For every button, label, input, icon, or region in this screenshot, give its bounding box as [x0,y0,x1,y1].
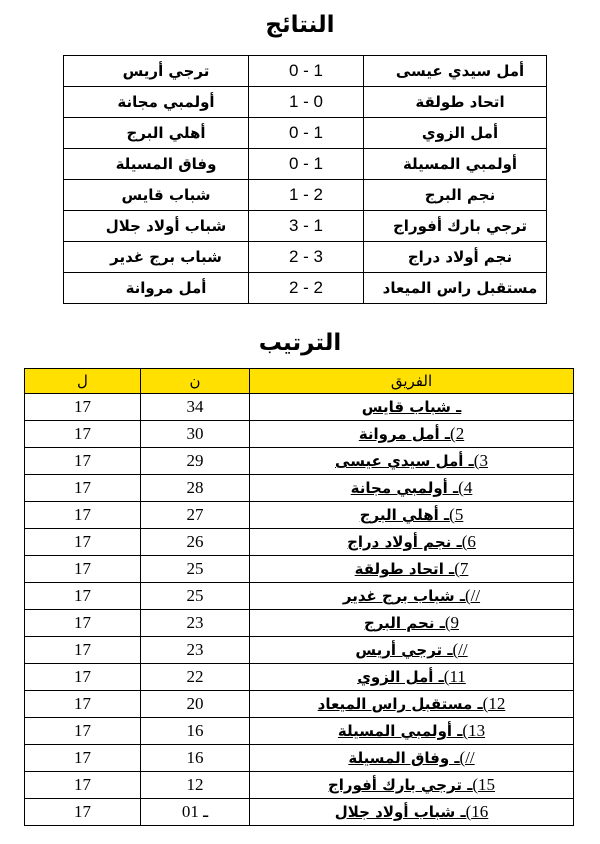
points-cell: 16 [141,718,250,745]
team-name: ـ أمل الزوي [357,668,444,686]
match-score: 3 - 1 [249,211,364,242]
team-cell [250,475,574,502]
played-cell: 17 [25,718,141,745]
team-cell [250,664,574,691]
points-cell: 25 [141,556,250,583]
result-row [64,273,547,304]
team-name: ـ شباب أولاد جلال [334,803,466,821]
team-name: ـ نحم البرج [364,614,445,632]
rank-number: 7) [454,559,469,578]
played-cell: 17 [25,448,141,475]
team-cell [250,610,574,637]
away-team: شباب أولاد جلال [64,211,249,242]
team-name: ـ أهلي البرج [359,506,450,524]
points-cell: 12 [141,772,250,799]
team-name: ـ أمل مروانة [358,425,451,443]
match-score: 0 - 1 [249,56,364,87]
rank-number: 12) [482,694,506,713]
result-row [64,87,547,118]
result-row [64,211,547,242]
home-team: أمل الزوي [364,118,547,149]
played-cell: 17 [25,664,141,691]
rank-number: //) [452,640,468,659]
played-cell: 17 [25,529,141,556]
team-cell [250,502,574,529]
team-cell [250,637,574,664]
standings-row [25,448,574,475]
team-name: ـ اتحاد طولقة [354,560,455,578]
played-cell: 17 [25,637,141,664]
team-cell [250,772,574,799]
results-title: النتائج [265,12,335,38]
match-score: 1 - 0 [249,87,364,118]
rank-number: 11) [443,667,466,686]
standings-row [25,637,574,664]
team-name: ـ أمل سيدي عيسى [335,452,474,470]
played-cell: 17 [25,502,141,529]
standings-row [25,691,574,718]
team-cell [250,448,574,475]
team-name: ـ وفاق المسيلة [348,749,460,767]
results-body [64,56,547,304]
points-cell: 30 [141,421,250,448]
result-row [64,242,547,273]
rank-number: 13) [462,721,486,740]
standings-header-row [25,369,574,394]
standings-row [25,502,574,529]
team-name: ـ ترجي بارك أفوراج [327,776,473,794]
match-score: 1 - 2 [249,180,364,211]
points-cell: 27 [141,502,250,529]
away-team: أولمبي مجانة [64,87,249,118]
home-team: أولمبي المسيلة [364,149,547,180]
team-cell [250,583,574,610]
points-cell: 29 [141,448,250,475]
team-cell [250,799,574,826]
points-cell: 22 [141,664,250,691]
home-team: مستقبل راس الميعاد [364,273,547,304]
header-points: ن [141,369,250,394]
rank-number: 16) [465,802,489,821]
team-cell [250,556,574,583]
rank-number: 3) [473,451,488,470]
points-cell: 16 [141,745,250,772]
standings-row [25,583,574,610]
rank-number: 15) [472,775,496,794]
away-team: شباب برج غدير [64,242,249,273]
away-team: وفاق المسيلة [64,149,249,180]
standings-row [25,556,574,583]
team-name: ـ شباب برج غدير [342,587,465,605]
results-table [63,55,547,304]
points-cell: 26 [141,529,250,556]
away-team: ترجي أريس [64,56,249,87]
home-team: نجم أولاد دراج [364,242,547,273]
played-cell: 17 [25,772,141,799]
away-team: شباب قايس [64,180,249,211]
team-name: ـ شباب قايس [361,398,462,416]
standings-row [25,610,574,637]
standings-row [25,718,574,745]
away-team: أمل مروانة [64,273,249,304]
result-row [64,56,547,87]
header-played: ل [25,369,141,394]
match-score: 0 - 1 [249,118,364,149]
played-cell: 17 [25,475,141,502]
points-cell: 34 [141,394,250,421]
home-team: أمل سيدي عيسى [364,56,547,87]
standings-table [24,368,574,826]
played-cell: 17 [25,556,141,583]
points-cell: 23 [141,610,250,637]
match-score: 2 - 3 [249,242,364,273]
result-row [64,180,547,211]
points-cell: 25 [141,583,250,610]
team-name: ـ أولمبي المسيلة [337,722,463,740]
played-cell: 17 [25,799,141,826]
standings-row [25,421,574,448]
match-score: 0 - 1 [249,149,364,180]
rank-number: 9) [444,613,459,632]
result-row [64,118,547,149]
team-name: ـ مستقبل راس الميعاد [317,695,483,713]
points-cell: 28 [141,475,250,502]
team-cell [250,718,574,745]
standings-row [25,664,574,691]
played-cell: 17 [25,610,141,637]
team-cell [250,421,574,448]
away-team: أهلي البرج [64,118,249,149]
played-cell: 17 [25,691,141,718]
standings-row [25,772,574,799]
played-cell: 17 [25,421,141,448]
standings-row [25,745,574,772]
home-team: ترجي بارك أفوراج [364,211,547,242]
played-cell: 17 [25,745,141,772]
team-cell [250,529,574,556]
played-cell: 17 [25,394,141,421]
home-team: نجم البرج [364,180,547,211]
played-cell: 17 [25,583,141,610]
team-name: ـ نجم أولاد دراج [347,533,462,551]
rank-number: 5) [449,505,464,524]
rank-number: //) [459,748,475,767]
rank-number: //) [464,586,481,605]
rank-number: 4) [458,478,473,497]
match-score: 2 - 2 [249,273,364,304]
team-name: ـ أولمبي مجانة [350,479,459,497]
team-cell [250,394,574,421]
rank-number: 2) [450,424,465,443]
points-cell: 23 [141,637,250,664]
standings-row [25,799,574,826]
team-cell [250,691,574,718]
standings-row [25,394,574,421]
standings-body [25,369,574,826]
result-row [64,149,547,180]
header-team: الفريق [250,369,574,394]
standings-row [25,475,574,502]
standings-title: الترتيب [258,330,342,356]
rank-number: 6) [461,532,476,551]
standings-row [25,529,574,556]
points-cell: 20 [141,691,250,718]
home-team: اتحاد طولقة [364,87,547,118]
team-name: ـ ترجي أريس [355,641,453,659]
team-cell [250,745,574,772]
points-cell: 01 ـ [141,799,250,826]
